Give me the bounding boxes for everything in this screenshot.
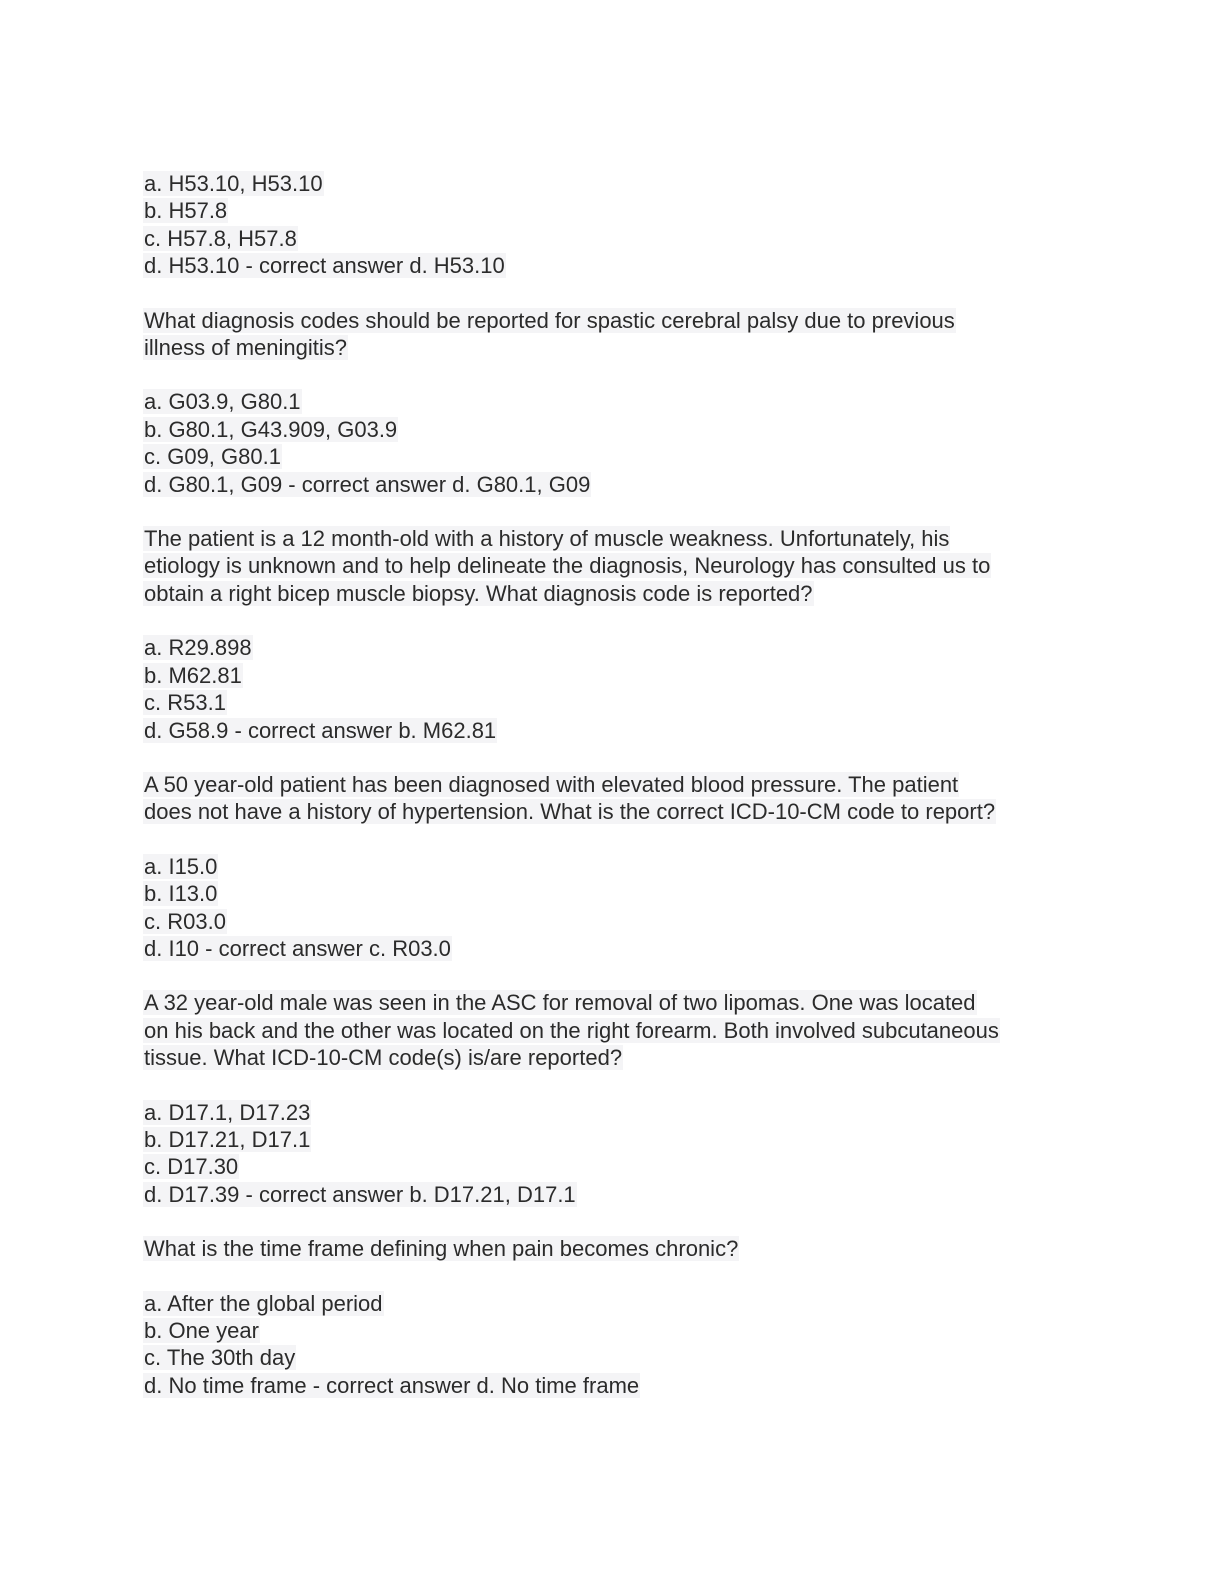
line-text: a. R29.898	[144, 635, 252, 661]
line-text: b. M62.81	[144, 662, 242, 688]
question-line	[143, 580, 1083, 607]
line-text: b. I13.0	[144, 881, 218, 907]
answer-options	[143, 1290, 1083, 1400]
line-text: b. One year	[144, 1318, 259, 1343]
line-text: c. H57.8, H57.8	[144, 225, 297, 251]
document-page	[143, 170, 1083, 1426]
option-line	[143, 388, 1083, 415]
question-text	[143, 989, 1083, 1071]
line-text: a. I15.0	[144, 853, 218, 879]
line-text: What diagnosis codes should be reported for spastic cerebral palsy due to previous	[144, 307, 955, 333]
option-line	[143, 1344, 1083, 1371]
line-text: a. After the global period	[144, 1290, 383, 1316]
question-line	[143, 334, 1083, 361]
line-text: d. G58.9 - correct answer b. M62.81	[144, 717, 497, 743]
option-line	[143, 471, 1083, 498]
option-line	[143, 717, 1083, 744]
line-text: a. G03.9, G80.1	[144, 389, 301, 415]
question-text	[143, 771, 1083, 826]
line-text: c. The 30th day	[144, 1345, 296, 1371]
line-text: d. G80.1, G09 - correct answer d. G80.1, G09	[144, 471, 591, 497]
option-line	[143, 908, 1083, 935]
line-text: d. I10 - correct answer c. R03.0	[144, 935, 451, 961]
line-text: What is the time frame defining when pain becomes chronic?	[144, 1236, 739, 1262]
question-line	[143, 552, 1083, 579]
option-line	[143, 935, 1083, 962]
line-text: d. D17.39 - correct answer b. D17.21, D17.1	[144, 1181, 576, 1207]
question-text	[143, 307, 1083, 362]
line-text: does not have a history of hypertension. What is the correct ICD-10-CM code to report?	[144, 799, 996, 825]
question-line	[143, 1017, 1083, 1044]
option-line	[143, 1126, 1083, 1153]
line-text: c. R53.1	[144, 690, 226, 716]
option-line	[143, 416, 1083, 443]
line-text: b. G80.1, G43.909, G03.9	[144, 416, 398, 442]
line-text: A 50 year-old patient has been diagnosed with elevated blood pressure. The patient	[144, 771, 959, 797]
answer-options	[143, 170, 1083, 280]
line-text: b. D17.21, D17.1	[144, 1126, 311, 1152]
question-line	[143, 798, 1083, 825]
line-text: tissue. What ICD-10-CM code(s) is/are reported?	[144, 1045, 623, 1071]
question-text	[143, 525, 1083, 607]
answer-options	[143, 388, 1083, 498]
option-line	[143, 443, 1083, 470]
line-text: on his back and the other was located on the right forearm. Both involved subcutaneous	[144, 1017, 999, 1043]
question-line	[143, 1044, 1083, 1071]
option-line	[143, 1372, 1083, 1399]
option-line	[143, 197, 1083, 224]
option-line	[143, 634, 1083, 661]
option-line	[143, 662, 1083, 689]
line-text: etiology is unknown and to help delineate the diagnosis, Neurology has consulted us to	[144, 553, 991, 579]
option-line	[143, 1153, 1083, 1180]
option-line	[143, 252, 1083, 279]
question-line	[143, 307, 1083, 334]
option-line	[143, 1317, 1083, 1344]
question-line	[143, 989, 1083, 1016]
option-line	[143, 225, 1083, 252]
line-text: d. H53.10 - correct answer d. H53.10	[144, 253, 505, 279]
option-line	[143, 689, 1083, 716]
question-line	[143, 771, 1083, 798]
question-line	[143, 1235, 1083, 1262]
answer-options	[143, 634, 1083, 744]
line-text: b. H57.8	[144, 198, 228, 224]
option-line	[143, 1290, 1083, 1317]
option-line	[143, 853, 1083, 880]
line-text: a. D17.1, D17.23	[144, 1099, 311, 1125]
line-text: illness of meningitis?	[144, 335, 347, 361]
question-line	[143, 525, 1083, 552]
line-text: The patient is a 12 month-old with a history of muscle weakness. Unfortunately, his	[144, 526, 950, 552]
answer-options	[143, 853, 1083, 963]
answer-options	[143, 1099, 1083, 1209]
option-line	[143, 1181, 1083, 1208]
line-text: c. R03.0	[144, 908, 226, 934]
option-line	[143, 170, 1083, 197]
line-text: a. H53.10, H53.10	[144, 171, 323, 196]
line-text: A 32 year-old male was seen in the ASC for removal of two lipomas. One was located	[144, 990, 976, 1016]
line-text: c. D17.30	[144, 1154, 239, 1180]
line-text: c. G09, G80.1	[144, 444, 281, 470]
option-line	[143, 880, 1083, 907]
line-text: obtain a right bicep muscle biopsy. What diagnosis code is reported?	[144, 580, 813, 606]
option-line	[143, 1099, 1083, 1126]
question-text	[143, 1235, 1083, 1262]
line-text: d. No time frame - correct answer d. No time frame	[144, 1372, 640, 1398]
